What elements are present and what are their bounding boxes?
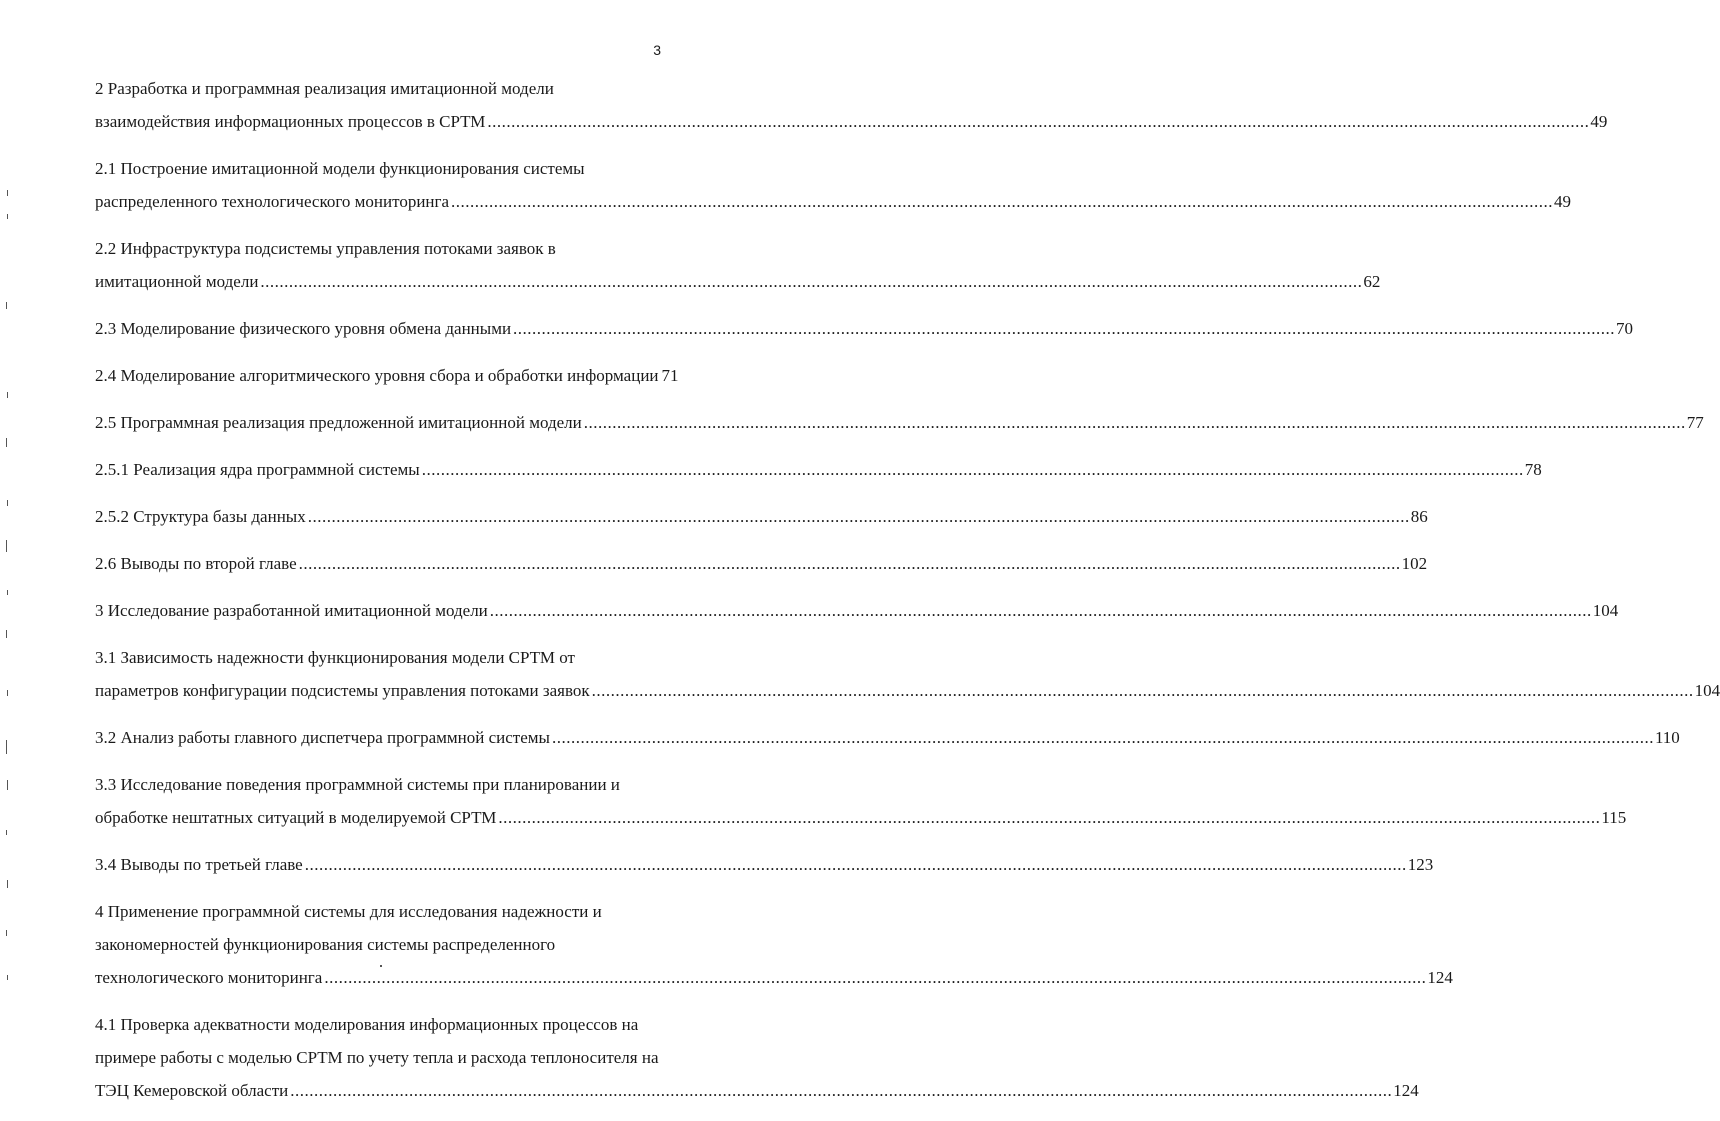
toc-entry[interactable] <box>95 768 1627 834</box>
toc-entry-leader-line <box>95 265 1381 298</box>
toc-page-number: 110 <box>1654 728 1680 747</box>
toc-entry[interactable] <box>95 406 1704 439</box>
toc-page-number: 70 <box>1616 319 1634 338</box>
toc-entry-line: 4.1 Проверка адекватности моделирования информационных процессов на <box>95 1015 639 1034</box>
dot-leader <box>308 500 1410 533</box>
toc-entry-leader-line <box>95 594 1619 627</box>
toc-entry-leader-line <box>95 453 1542 486</box>
toc-page-number: 49 <box>1590 112 1608 131</box>
toc-entry-line: 3.1 Зависимость надежности функционирования модели СРТМ от <box>95 648 575 667</box>
toc-page-number: 123 <box>1407 855 1434 874</box>
dot-leader <box>422 453 1524 486</box>
toc-entry-title: технологического мониторинга <box>95 968 323 987</box>
toc-entry-title: 2.5.2 Структура базы данных <box>95 507 306 526</box>
toc-page-number: 104 <box>1592 601 1619 620</box>
toc-entry-line: 4 Применение программной системы для исследования надежности и <box>95 902 602 921</box>
toc-page-number: 115 <box>1601 808 1627 827</box>
dot-leader <box>305 848 1407 881</box>
dot-leader <box>498 801 1600 834</box>
toc-entry-leader-line <box>95 406 1704 439</box>
toc-entry-line: закономерностей функционирования системы распределенного <box>95 935 556 954</box>
page-number: 3 <box>653 42 661 58</box>
toc-page-number: 71 <box>661 366 679 385</box>
toc-entry[interactable] <box>95 594 1619 627</box>
toc-entry[interactable] <box>95 453 1542 486</box>
dot-leader <box>290 1074 1392 1107</box>
toc-page-number: 62 <box>1363 272 1381 291</box>
toc-entry-title: 2.5 Программная реализация предложенной имитационной модели <box>95 413 582 432</box>
toc-entry-leader-line <box>95 105 1608 138</box>
toc-entry-title: 2.4 Моделирование алгоритмического уровня сбора и обработки информации <box>95 366 659 385</box>
toc-entry[interactable] <box>95 359 679 392</box>
toc-entry-leader-line <box>95 1074 1419 1107</box>
toc-entry-line: 3.3 Исследование поведения программной системы при планировании и <box>95 775 620 794</box>
toc-entry-title: 2.5.1 Реализация ядра программной системы <box>95 460 420 479</box>
toc-entry-title: обработке нештатных ситуаций в моделируемой СРТМ <box>95 808 497 827</box>
toc-entry-line: 2.1 Построение имитационной модели функционирования системы <box>95 159 585 178</box>
toc-entry-line: 2.2 Инфраструктура подсистемы управления потоками заявок в <box>95 239 556 258</box>
toc-entry[interactable] <box>95 641 1720 707</box>
toc-entry[interactable] <box>95 848 1434 881</box>
toc-entry-title: ТЭЦ Кемеровской области <box>95 1081 289 1100</box>
toc-entry-title: 3.4 Выводы по третьей главе <box>95 855 303 874</box>
toc-entry[interactable] <box>95 547 1428 580</box>
toc-entry-title: распределенного технологического мониторинга <box>95 192 450 211</box>
toc-entry-leader-line <box>95 848 1434 881</box>
toc-entry-leader-line <box>95 674 1720 707</box>
dot-leader <box>592 674 1694 707</box>
toc-entry[interactable] <box>95 152 1572 218</box>
toc-entry[interactable] <box>95 72 1608 138</box>
toc-entry[interactable] <box>95 721 1680 754</box>
toc-entry-leader-line <box>95 359 679 392</box>
toc-page-number: 77 <box>1686 413 1704 432</box>
dot-leader <box>260 265 1362 298</box>
toc-entry-leader-line <box>95 721 1680 754</box>
toc-entry-leader-line <box>95 801 1627 834</box>
toc-entry[interactable] <box>95 312 1634 345</box>
dot-leader <box>584 406 1686 439</box>
toc-page-number: 78 <box>1524 460 1542 479</box>
toc-entry-title: 3.2 Анализ работы главного диспетчера программной системы <box>95 728 550 747</box>
toc-page-number: 124 <box>1393 1081 1419 1100</box>
toc-entry-title: 2.3 Моделирование физического уровня обмена данными <box>95 319 512 338</box>
toc-entry-leader-line <box>95 547 1428 580</box>
toc-page-number: 49 <box>1554 192 1572 211</box>
dot-leader <box>552 721 1654 754</box>
dot-leader <box>299 547 1401 580</box>
toc-entry-leader-line <box>95 500 1428 533</box>
toc-entry-title: параметров конфигурации подсистемы управления потоками заявок <box>95 681 590 700</box>
toc-page-number: 104 <box>1694 681 1720 700</box>
toc-entry-leader-line <box>95 312 1634 345</box>
toc-entry-line: 2 Разработка и программная реализация имитационной модели <box>95 79 554 98</box>
toc-page-number: 124 <box>1427 968 1453 987</box>
toc-entry[interactable] <box>95 895 1453 994</box>
toc-entry-title: 3 Исследование разработанной имитационной модели <box>95 601 488 620</box>
toc-entry[interactable] <box>95 232 1381 298</box>
table-of-contents <box>95 72 1720 1121</box>
dot-leader <box>490 594 1592 627</box>
dot-leader <box>513 312 1615 345</box>
dot-leader <box>487 105 1589 138</box>
toc-entry-line: примере работы с моделью СРТМ по учету тепла и расхода теплоносителя на <box>95 1048 659 1067</box>
toc-entry-title: 2.6 Выводы по второй главе <box>95 554 297 573</box>
toc-page-number: 102 <box>1401 554 1428 573</box>
toc-page-number: 86 <box>1410 507 1428 526</box>
toc-entry[interactable] <box>95 500 1428 533</box>
toc-entry-title: имитационной модели <box>95 272 259 291</box>
dot-leader <box>451 185 1553 218</box>
dot-leader <box>324 961 1426 994</box>
toc-entry[interactable] <box>95 1008 1419 1107</box>
toc-entry-leader-line <box>95 185 1572 218</box>
toc-entry-title: взаимодействия информационных процессов в СРТМ <box>95 112 486 131</box>
